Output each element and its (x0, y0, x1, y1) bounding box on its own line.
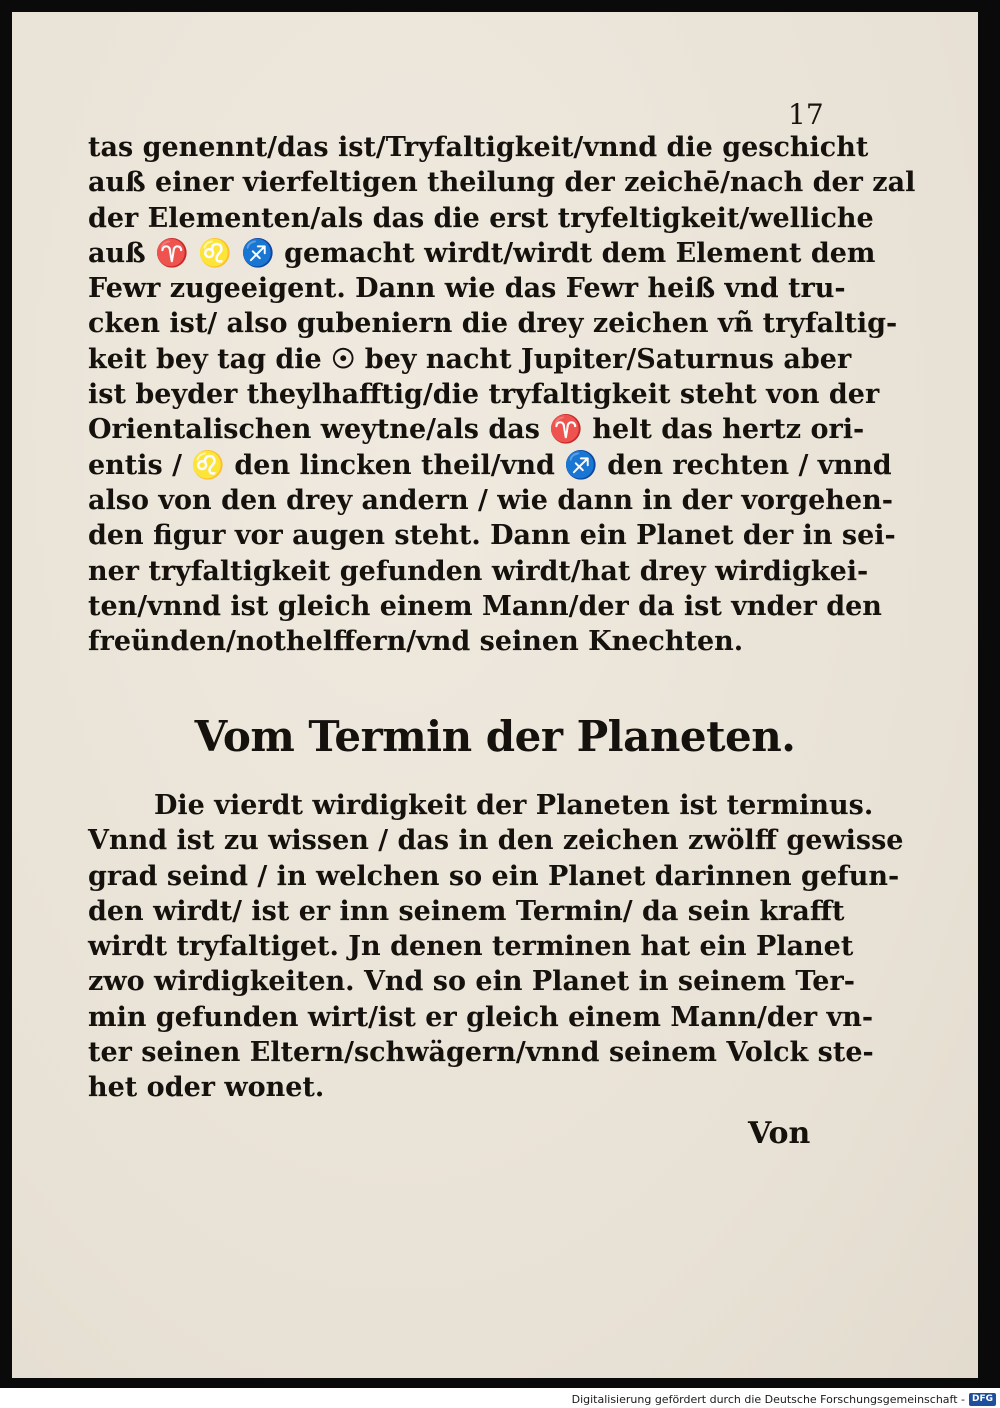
digitization-footer (572, 1391, 996, 1407)
text-line: zwo wirdigkeiten. Vnd so ein Planet in seinem Ter- (88, 966, 855, 998)
catchword: Von (748, 1116, 811, 1151)
page-number: 17 (788, 98, 824, 131)
text-line: ten/vnnd ist gleich einem Mann/der da ist vnder den (88, 590, 882, 622)
text-line: cken ist/ also gubeniern die drey zeichen vñ tryfaltig- (88, 308, 898, 340)
text-line: ist beyder theylhafftig/die tryfaltigkeit steht von der (88, 379, 880, 411)
document-page (12, 12, 978, 1378)
body-text-bottom (88, 788, 904, 1106)
dfg-logo: DFG (969, 1393, 996, 1406)
text-line: ter seinen Eltern/schwägern/vnnd seinem Volck ste- (88, 1037, 874, 1069)
text-line: het oder wonet. (88, 1072, 325, 1104)
text-line: tas genennt/das ist/Tryfaltigkeit/vnnd die geschicht (88, 132, 869, 163)
text-line: Fewr zugeeigent. Dann wie das Fewr heiß vnd tru- (88, 273, 846, 305)
body-text-top (88, 130, 916, 659)
text-line: den wirdt/ ist er inn seinem Termin/ da sein krafft (88, 895, 845, 927)
text-line: der Elementen/als das die erst tryfeltigkeit/welliche (88, 202, 874, 234)
text-line: also von den drey andern / wie dann in der vorgehen- (88, 484, 893, 516)
section-heading: Vom Termin der Planeten. (194, 712, 796, 761)
text-line: min gefunden wirt/ist er gleich einem Mann/der vn- (88, 1001, 874, 1033)
footer-credit-text: Digitalisierung gefördert durch die Deutsche Forschungsgemeinschaft - (571, 1392, 965, 1406)
text-line: auß ♈ ♌ ♐ gemacht wirdt/wirdt dem Element dem (88, 237, 876, 269)
text-line: Die vierdt wirdigkeit der Planeten ist terminus. (154, 790, 874, 821)
text-line: grad seind / in welchen so ein Planet darinnen gefun- (88, 860, 900, 892)
text-line: Vnnd ist zu wissen / das in den zeichen zwölff gewisse (88, 825, 904, 857)
text-line: Orientalischen weytne/als das ♈ helt das hertz ori- (88, 414, 865, 446)
text-line: freünden/nothelffern/vnd seinen Knechten. (88, 626, 744, 658)
text-line: keit bey tag die ☉ bey nacht Jupiter/Saturnus aber (88, 343, 852, 375)
text-line: den figur vor augen steht. Dann ein Planet der in sei- (88, 520, 896, 552)
text-line: auß einer vierfeltigen theilung der zeichē/nach der zal (88, 167, 916, 199)
text-line: entis / ♌ den lincken theil/vnd ♐ den rechten / vnnd (88, 449, 892, 481)
text-line: wirdt tryfaltiget. Jn denen terminen hat ein Planet (88, 931, 854, 963)
text-line: ner tryfaltigkeit gefunden wirdt/hat drey wirdigkei- (88, 555, 869, 587)
